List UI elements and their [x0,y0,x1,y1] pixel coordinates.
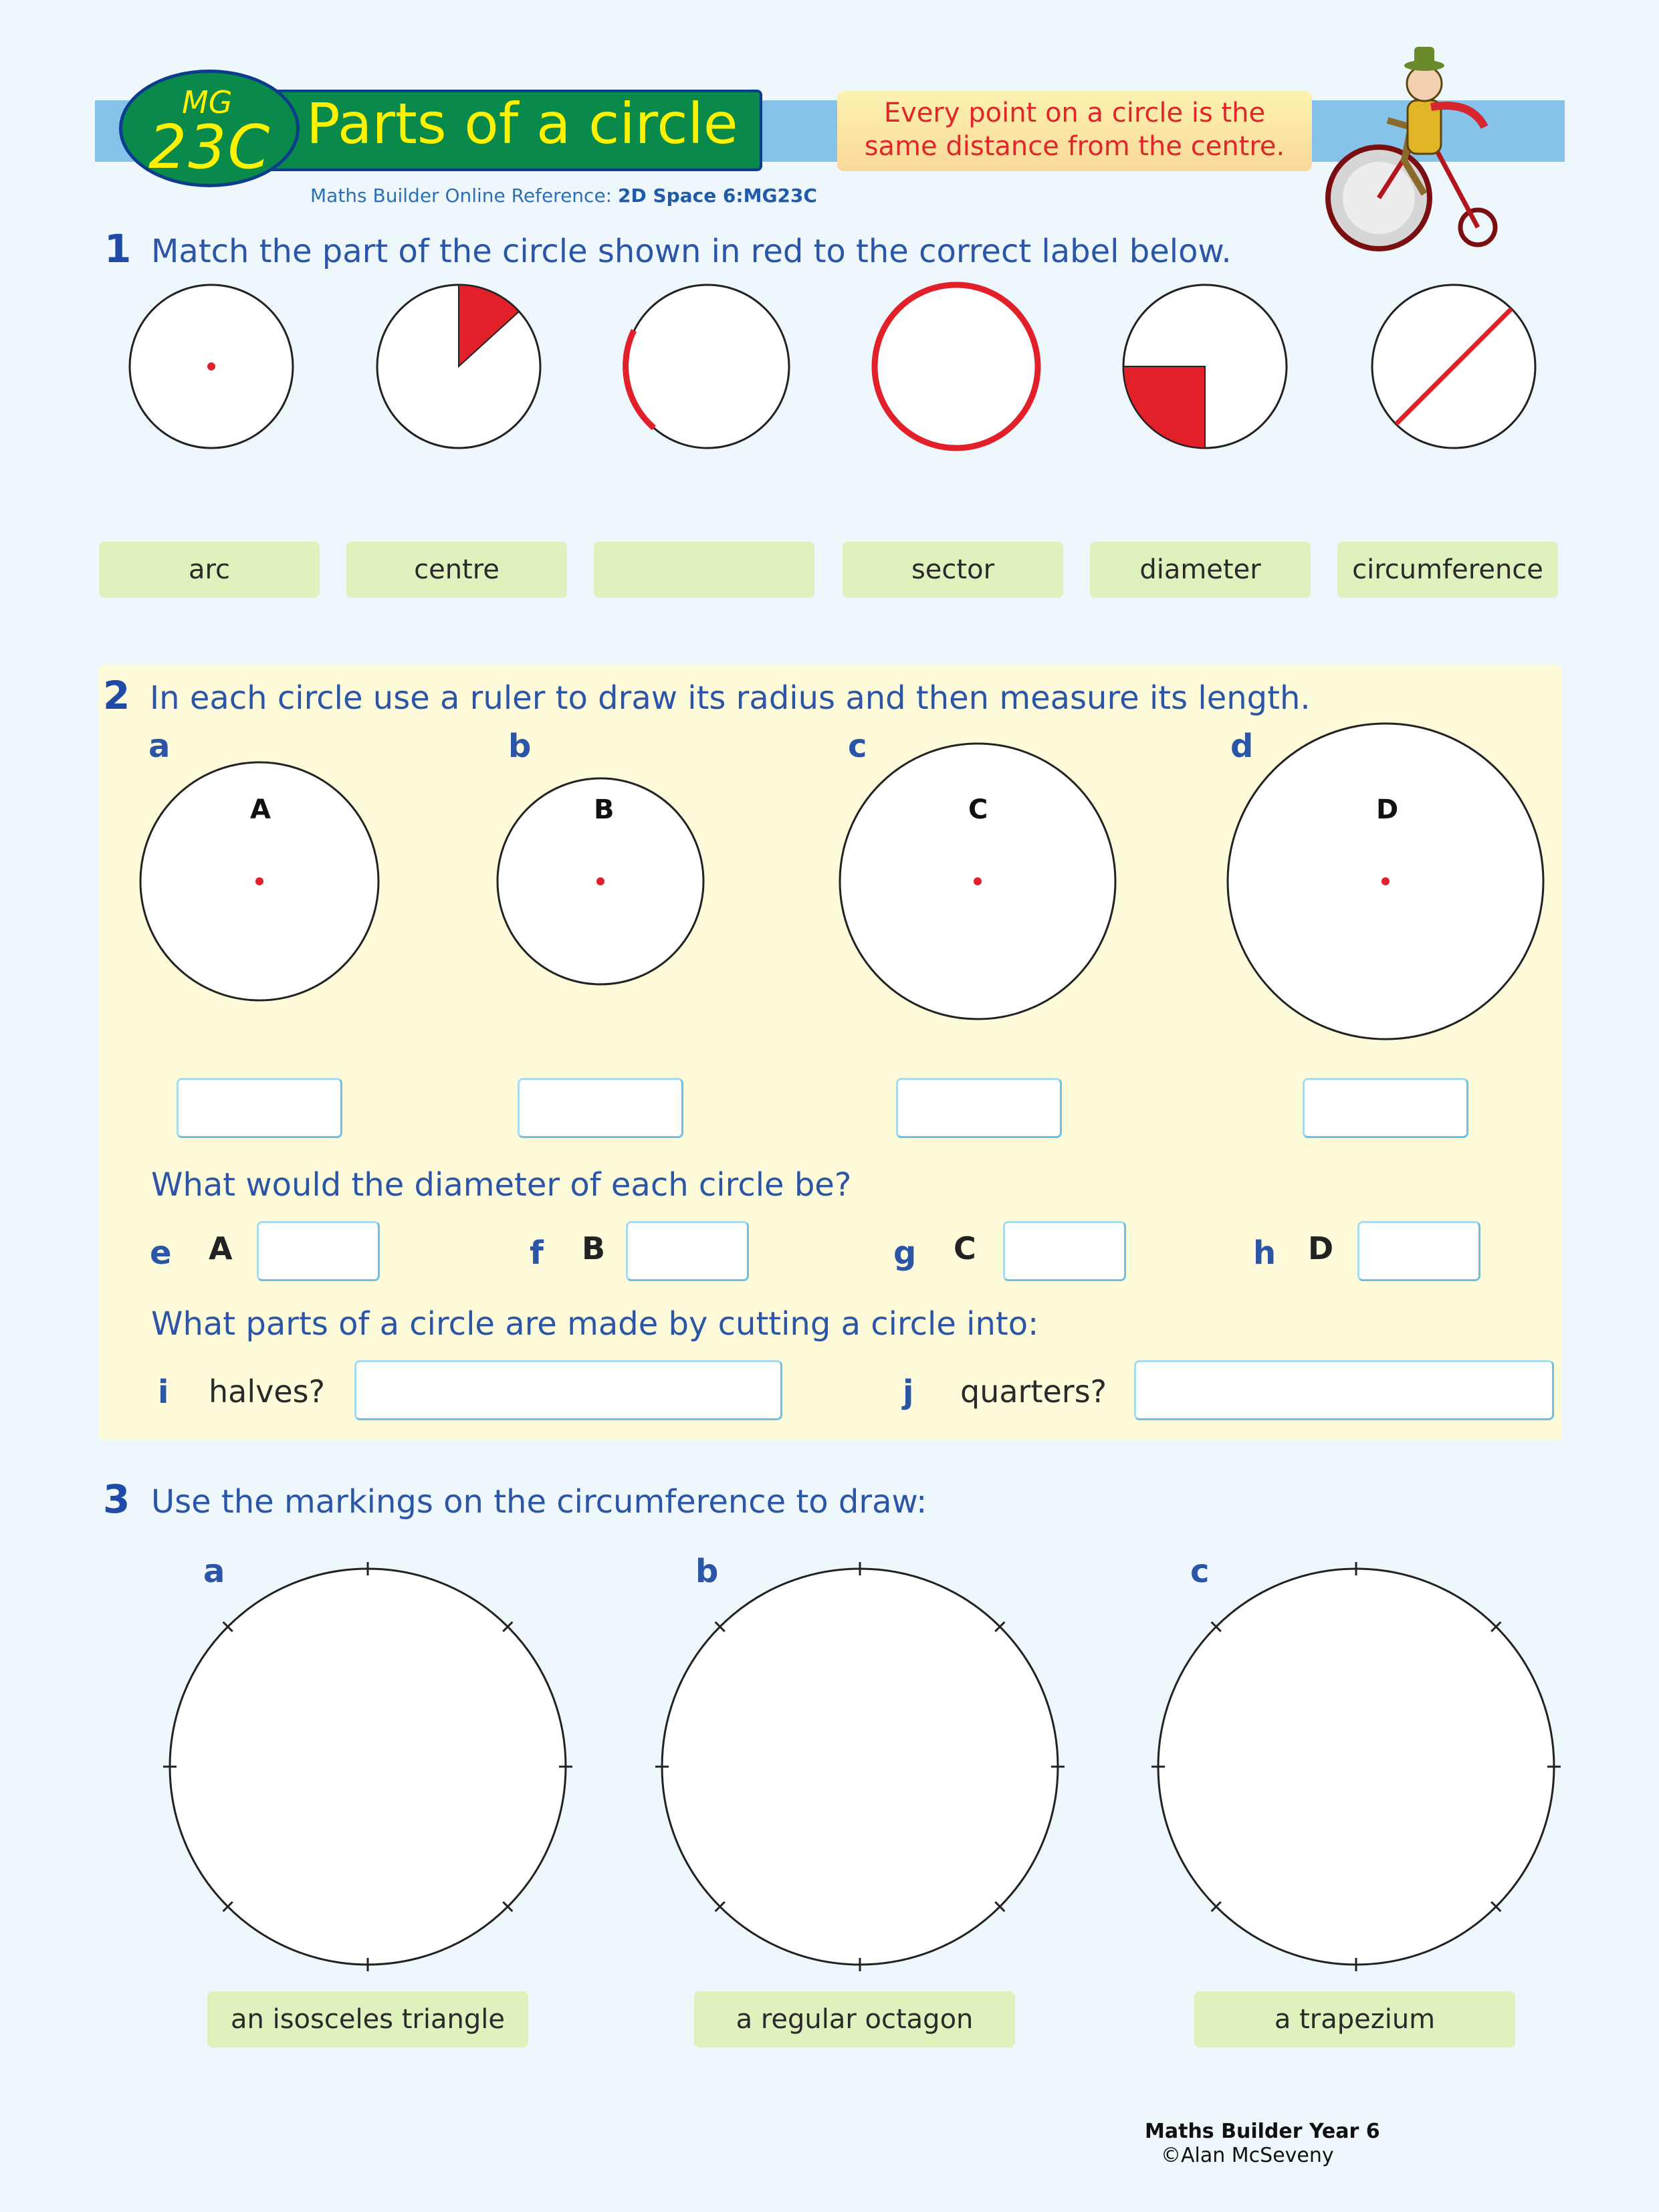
page-title: Parts of a circle [306,91,738,156]
q2-letter-a: A [250,794,271,825]
q2-part-g: g [893,1234,917,1272]
q2-centre-c [974,877,982,885]
q2-part-j: j [903,1373,914,1411]
wheel-hub [1343,162,1415,234]
q3-part-a: a [203,1553,225,1590]
footer-copyright: ©Alan McSeveny [1161,2144,1334,2167]
diameter-answer-b[interactable] [626,1221,749,1281]
q2-part-f: f [530,1234,544,1272]
ref-prefix: Maths Builder Online Reference: [310,185,619,207]
q3-label-a: an isosceles triangle [207,1991,528,2048]
cut-prompt: What parts of a circle are made by cutting a circle into: [151,1305,1039,1343]
diameter-letter-d: D [1308,1230,1334,1266]
q3-circles [0,1551,1659,1979]
centre-dot [207,362,215,370]
badge-code-top: MG [182,84,233,120]
q2-number: 2 [103,673,130,718]
q2-letter-d: D [1376,794,1399,825]
q2-centre-a [255,877,263,885]
radius-answer-d[interactable] [1303,1078,1468,1138]
q3-label-c: a trapezium [1194,1991,1515,2048]
ref-code: 2D Space 6:MG23C [618,185,817,207]
q1-circles [0,267,1659,481]
quarters-answer[interactable] [1134,1360,1554,1420]
q2-centre-d [1381,877,1390,885]
q2-part-a: a [148,728,171,765]
q3-part-c: c [1190,1553,1210,1590]
q3-circle-group [163,1562,1561,1971]
q1-label-1[interactable]: arc [99,542,320,598]
q3-label-b: a regular octagon [694,1991,1015,2048]
red-quadrant [1123,366,1205,448]
q2-part-i: i [158,1373,169,1411]
tip-box [837,91,1312,171]
halves-answer[interactable] [354,1360,782,1420]
q1-label-2[interactable]: centre [346,542,567,598]
q1-number: 1 [104,226,132,271]
halves-label: halves? [209,1373,326,1410]
diameter-letter-c: C [954,1230,976,1266]
diameter-answer-d[interactable] [1357,1221,1480,1281]
q3-prompt: Use the markings on the circumference to draw: [151,1483,927,1521]
radius-answer-b[interactable] [518,1078,683,1138]
diameter-letter-a: A [209,1230,233,1266]
radius-answer-a[interactable] [177,1078,342,1138]
q2-part-b: b [508,728,532,765]
q1-label-4[interactable]: sector [843,542,1063,598]
radius-answer-c[interactable] [896,1078,1062,1138]
q3-part-b: b [695,1553,719,1590]
diameter-answer-c[interactable] [1003,1221,1126,1281]
diameter-answer-a[interactable] [257,1221,380,1281]
tip-line-2: same distance from the centre. [864,131,1285,162]
q1-label-6[interactable]: circumference [1337,542,1558,598]
diameter-letter-b: B [582,1230,606,1266]
q2-part-c: c [848,728,867,765]
cyclist-illustration [1324,27,1518,254]
q2-letter-b: B [594,794,615,825]
q3-number: 3 [103,1476,130,1522]
q2-letter-c: C [968,794,988,825]
badge-code-main: 23C [148,112,271,183]
footer-title: Maths Builder Year 6 [1145,2120,1380,2143]
q2-circles [0,709,1659,1057]
q1-label-3[interactable] [594,542,814,598]
q2-centre-b [596,877,604,885]
q2-part-e: e [150,1234,172,1272]
q1-prompt: Match the part of the circle shown in red to the correct label below. [151,233,1232,270]
quarters-label: quarters? [960,1373,1107,1410]
online-reference [310,185,817,207]
rider-hat [1414,47,1434,66]
q2-part-d: d [1230,728,1254,765]
q2-prompt: In each circle use a ruler to draw its radius and then measure its length. [150,679,1311,717]
tip-line-1: Every point on a circle is the [883,98,1266,128]
q2-part-h: h [1253,1234,1277,1272]
q1-circle-circumference [875,285,1038,448]
diameter-prompt: What would the diameter of each circle be? [151,1166,852,1204]
q1-label-5[interactable]: diameter [1090,542,1311,598]
rider-head [1407,66,1442,101]
